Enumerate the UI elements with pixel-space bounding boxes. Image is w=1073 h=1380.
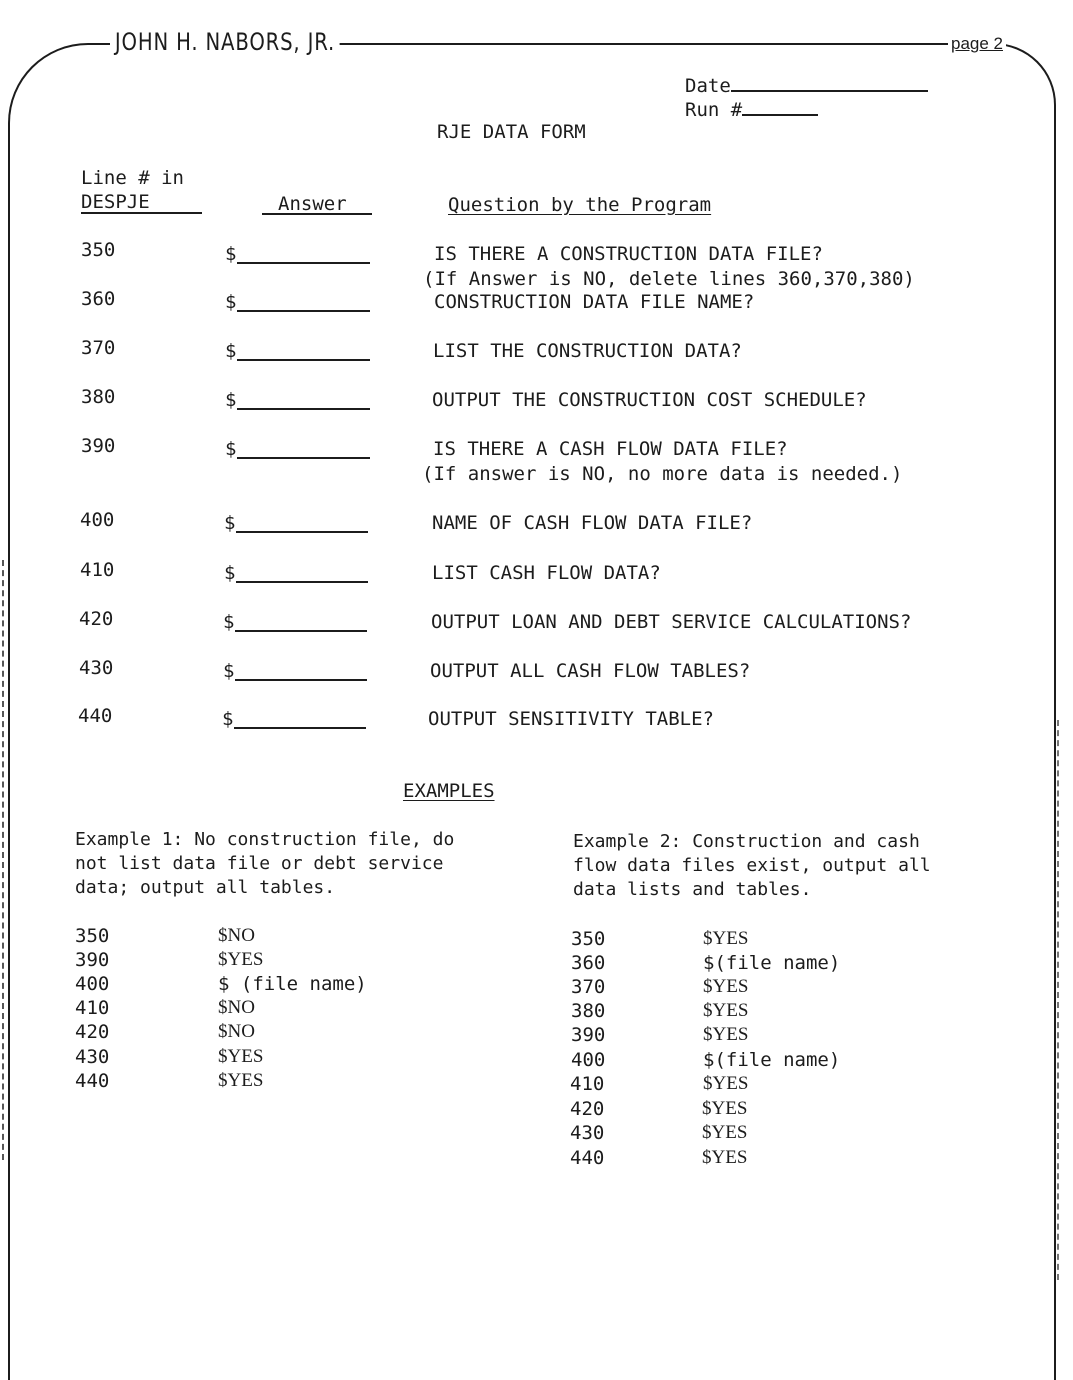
dollar-prefix: $	[225, 438, 237, 460]
page-border-left-fragment	[2, 560, 4, 1160]
question-text: NAME OF CASH FLOW DATA FILE?	[432, 512, 753, 534]
answer-blank[interactable]	[237, 408, 370, 410]
author-name: JOHN H. NABORS, JR.	[110, 28, 340, 56]
run-field	[685, 96, 818, 121]
example-1-value: $ (file name)	[218, 973, 367, 995]
date-label: Date	[685, 75, 731, 97]
example-1-line: 400	[75, 973, 110, 995]
question-text: IS THERE A CONSTRUCTION DATA FILE?	[434, 243, 823, 265]
answer-blank[interactable]	[237, 310, 370, 312]
dollar-prefix: $	[225, 340, 237, 362]
example-2-value: $YES	[703, 928, 749, 949]
answer-blank[interactable]	[235, 679, 367, 681]
example-2-value: $YES	[703, 976, 749, 997]
line-number: 430	[79, 657, 114, 679]
line-number: 400	[80, 509, 115, 531]
dollar-prefix: $	[225, 291, 237, 313]
date-blank[interactable]	[731, 72, 928, 92]
example-1-value: $NO	[218, 1021, 255, 1042]
answer-blank[interactable]	[237, 262, 370, 264]
run-label: Run #	[685, 99, 743, 121]
form-title: RJE DATA FORM	[437, 121, 586, 143]
question-text: OUTPUT LOAN AND DEBT SERVICE CALCULATIONS?	[431, 611, 912, 633]
question-text: IS THERE A CASH FLOW DATA FILE?	[433, 438, 788, 460]
example-2-description-line: data lists and tables.	[573, 879, 812, 900]
line-number: 370	[81, 337, 116, 359]
answer-blank[interactable]	[236, 531, 368, 533]
question-note: (If Answer is NO, delete lines 360,370,380)	[423, 268, 915, 290]
example-2-line: 410	[570, 1073, 605, 1095]
line-number: 380	[81, 386, 116, 408]
example-2-line: 420	[570, 1098, 605, 1120]
question-heading: Question by the Program	[448, 194, 712, 216]
example-2-line: 350	[571, 928, 606, 950]
question-text: LIST CASH FLOW DATA?	[432, 562, 661, 584]
example-2-line: 370	[571, 976, 606, 998]
example-2-line: 400	[571, 1049, 606, 1071]
example-2-value: $YES	[702, 1147, 748, 1168]
answer-blank[interactable]	[237, 457, 370, 459]
line-number: 420	[79, 608, 114, 630]
line-number: 350	[81, 239, 116, 261]
line-heading-file: DESPJE	[81, 191, 150, 213]
example-2-value: $YES	[703, 1024, 749, 1045]
date-field	[685, 72, 928, 97]
example-2-value: $(file name)	[703, 952, 841, 974]
example-2-value: $YES	[703, 1000, 749, 1021]
line-number: 410	[80, 559, 115, 581]
line-heading: Line # in	[81, 167, 184, 189]
line-heading-underline	[81, 212, 202, 214]
example-2-line: 390	[571, 1024, 606, 1046]
dollar-prefix: $	[224, 562, 236, 584]
line-number: 440	[78, 705, 113, 727]
question-note: (If answer is NO, no more data is needed.)	[422, 463, 903, 485]
dollar-prefix: $	[225, 389, 237, 411]
question-text: OUTPUT ALL CASH FLOW TABLES?	[430, 660, 751, 682]
example-2-description-line: flow data files exist, output all	[573, 855, 931, 876]
line-number: 360	[81, 288, 116, 310]
examples-heading: EXAMPLES	[403, 780, 495, 802]
question-text: LIST THE CONSTRUCTION DATA?	[433, 340, 742, 362]
example-1-value: $YES	[218, 1070, 264, 1091]
example-1-line: 440	[75, 1070, 110, 1092]
answer-blank[interactable]	[234, 727, 366, 729]
example-1-value: $NO	[218, 925, 255, 946]
example-1-description-line: data; output all tables.	[75, 877, 336, 898]
example-1-value: $YES	[218, 949, 264, 970]
example-1-line: 390	[75, 949, 110, 971]
example-1-line: 350	[75, 925, 110, 947]
example-2-description-line: Example 2: Construction and cash	[573, 831, 920, 852]
question-text: OUTPUT SENSITIVITY TABLE?	[428, 708, 714, 730]
example-1-line: 410	[75, 997, 110, 1019]
dollar-prefix: $	[223, 660, 235, 682]
dollar-prefix: $	[222, 708, 234, 730]
dollar-prefix: $	[225, 243, 237, 265]
question-text: OUTPUT THE CONSTRUCTION COST SCHEDULE?	[432, 389, 867, 411]
answer-blank[interactable]	[237, 359, 370, 361]
example-2-line: 360	[571, 952, 606, 974]
run-blank[interactable]	[742, 96, 818, 116]
example-2-line: 440	[570, 1147, 605, 1169]
example-2-value: $(file name)	[703, 1049, 841, 1071]
page-border-right-fragment	[1057, 720, 1059, 1280]
example-2-line: 430	[570, 1122, 605, 1144]
example-1-description-line: Example 1: No construction file, do	[75, 829, 455, 850]
answer-heading-underline	[262, 213, 372, 215]
line-number: 390	[81, 435, 116, 457]
answer-heading: Answer	[278, 193, 347, 215]
example-2-value: $YES	[702, 1098, 748, 1119]
example-1-line: 420	[75, 1021, 110, 1043]
example-1-description-line: not list data file or debt service	[75, 853, 444, 874]
example-2-value: $YES	[702, 1122, 748, 1143]
example-2-value: $YES	[703, 1073, 749, 1094]
page-number: page 2	[948, 34, 1006, 54]
answer-blank[interactable]	[235, 630, 367, 632]
question-text: CONSTRUCTION DATA FILE NAME?	[434, 291, 755, 313]
example-1-value: $NO	[218, 997, 255, 1018]
dollar-prefix: $	[224, 512, 236, 534]
answer-blank[interactable]	[236, 581, 368, 583]
dollar-prefix: $	[223, 611, 235, 633]
example-1-value: $YES	[218, 1046, 264, 1067]
example-2-line: 380	[571, 1000, 606, 1022]
example-1-line: 430	[75, 1046, 110, 1068]
